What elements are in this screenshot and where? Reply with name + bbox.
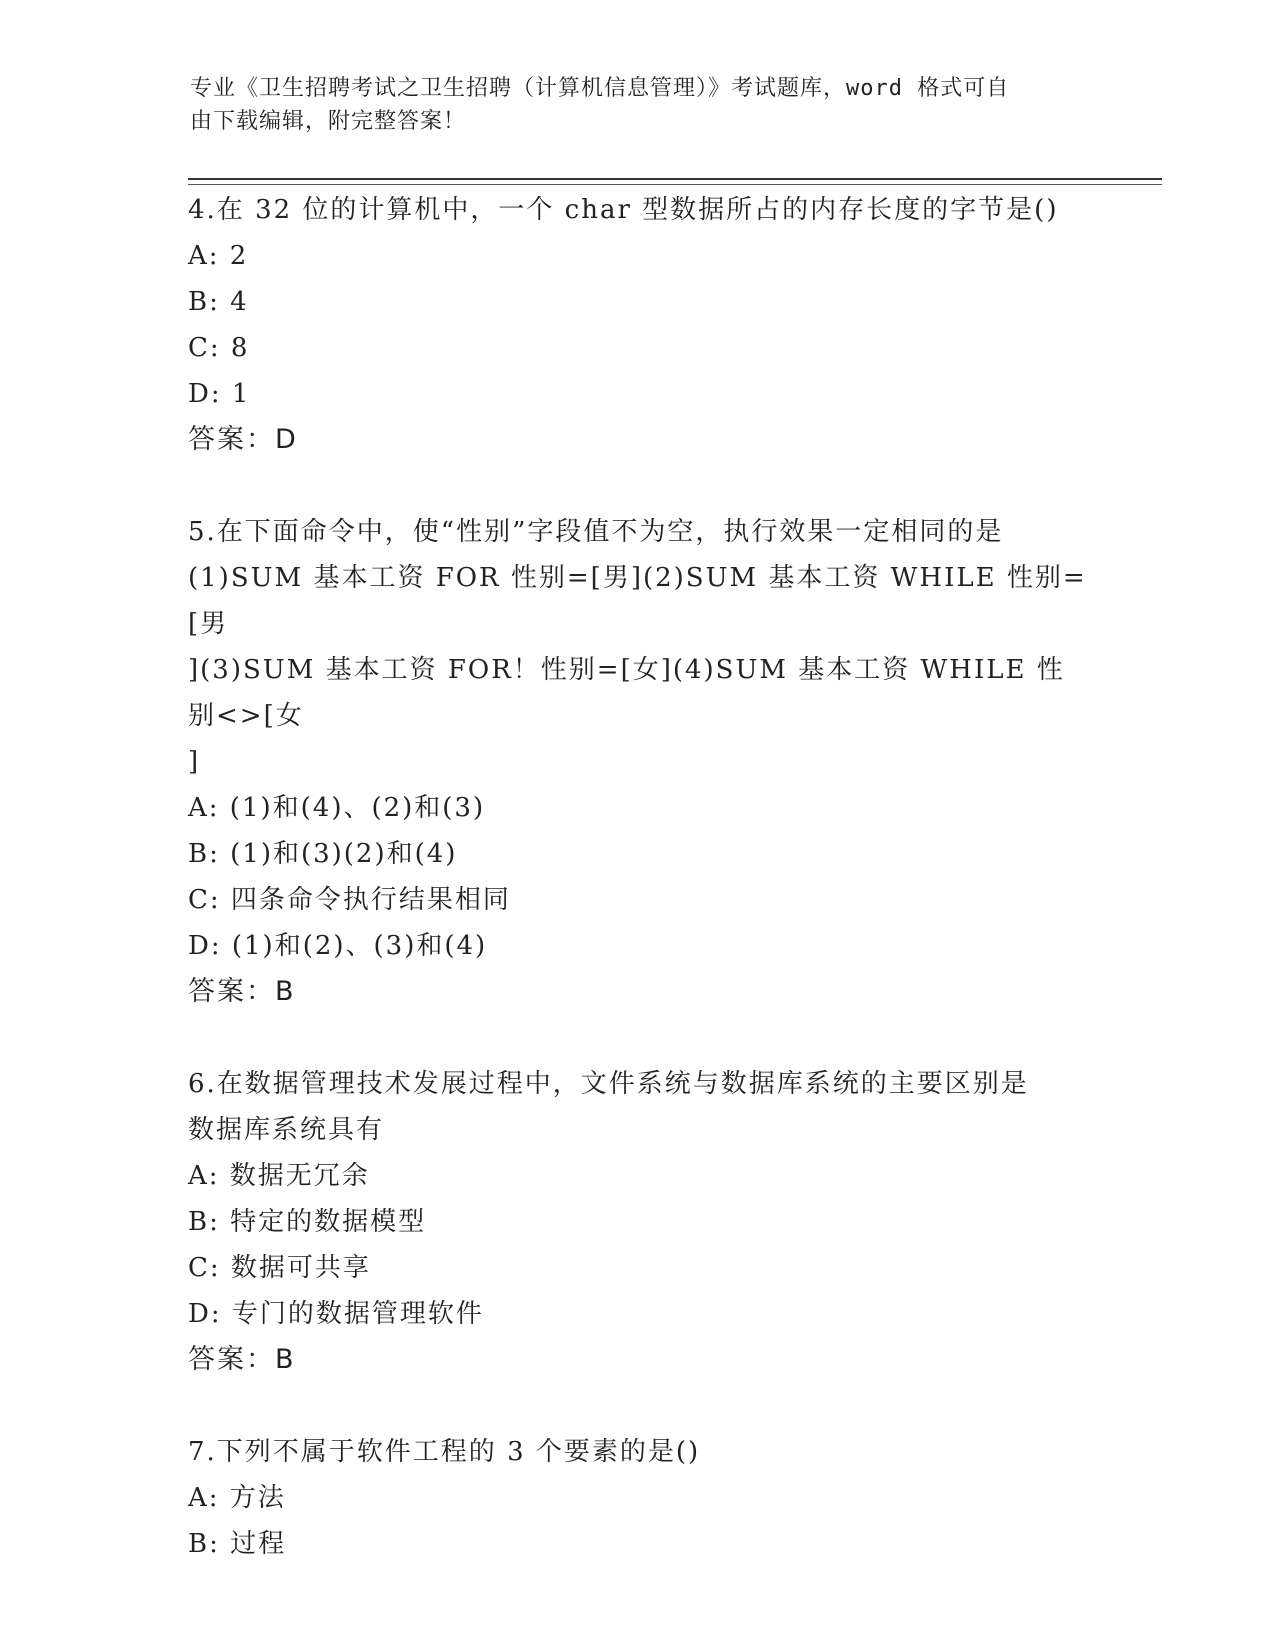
option-c: C: 数据可共享	[188, 1253, 371, 1283]
option-c: C: 8	[188, 333, 250, 363]
question-stem: 7.下列不属于软件工程的 3 个要素的是()	[188, 1437, 701, 1467]
header-line-1: 专业《卫生招聘考试之卫生招聘（计算机信息管理）》考试题库，word 格式可自	[190, 76, 1010, 101]
option-b: B: 特定的数据模型	[188, 1207, 427, 1237]
header-divider	[188, 178, 1162, 180]
option-a: A: 2	[188, 241, 249, 271]
option-b: B: 过程	[188, 1529, 287, 1559]
option-a: A: 数据无冗余	[188, 1161, 370, 1191]
option-b: B: 4	[188, 287, 249, 317]
document-header	[190, 72, 1090, 138]
question-5	[188, 509, 1088, 1015]
answer: 答案：B	[188, 976, 296, 1007]
question-list	[188, 187, 1088, 1613]
question-4	[188, 187, 1088, 463]
option-b: B: (1)和(3)(2)和(4)	[188, 839, 458, 869]
header-divider-thin	[188, 184, 1162, 185]
option-d: D: (1)和(2)、(3)和(4)	[188, 931, 488, 961]
answer: 答案：B	[188, 1344, 296, 1375]
question-stem: 5.在下面命令中，使“性别”字段值不为空，执行效果一定相同的是	[188, 517, 1004, 547]
question-stem: 4.在 32 位的计算机中，一个 char 型数据所占的内存长度的字节是()	[188, 195, 1059, 225]
question-6	[188, 1061, 1088, 1383]
question-stem: 6.在数据管理技术发展过程中，文件系统与数据库系统的主要区别是	[188, 1069, 1029, 1099]
option-a: A: 方法	[188, 1483, 286, 1513]
header-line-2: 由下载编辑，附完整答案！	[190, 109, 467, 134]
option-a: A: (1)和(4)、(2)和(3)	[188, 793, 486, 823]
question-7	[188, 1429, 1088, 1567]
option-c: C: 四条命令执行结果相同	[188, 885, 511, 915]
question-stem-line: (1)SUM 基本工资 FOR 性别=[男](2)SUM 基本工资 WHILE 性别=[男	[188, 563, 1087, 639]
question-stem-line: 数据库系统具有	[188, 1115, 385, 1145]
option-d: D: 专门的数据管理软件	[188, 1299, 484, 1329]
question-stem-line: ](3)SUM 基本工资 FOR！性别=[女](4)SUM 基本工资 WHILE 性别<>[女	[188, 655, 1065, 731]
option-d: D: 1	[188, 379, 251, 409]
answer: 答案：D	[188, 424, 298, 455]
question-stem-line: ]	[188, 747, 201, 777]
